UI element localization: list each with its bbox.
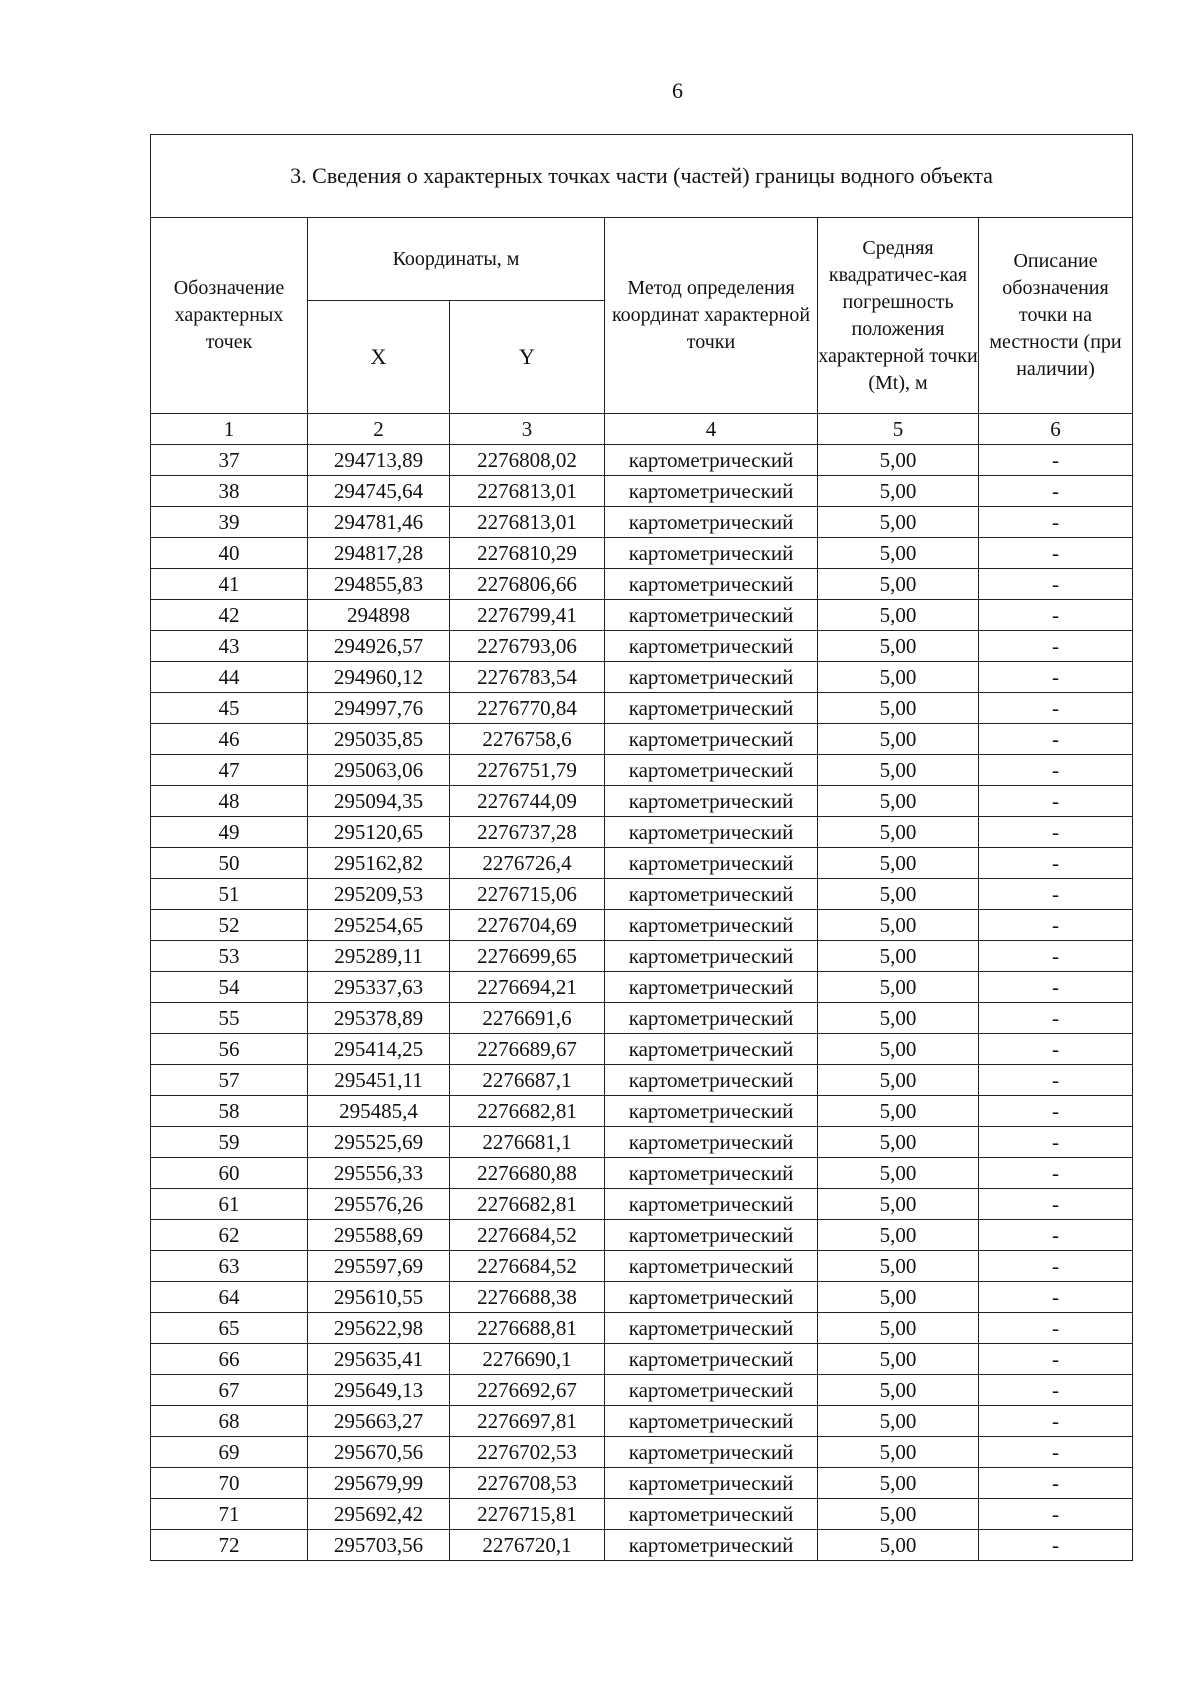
point-cell: 57 xyxy=(151,1065,308,1096)
method-cell: картометрический xyxy=(605,631,818,662)
accuracy-cell: 5,00 xyxy=(818,1499,979,1530)
x-cell: 295663,27 xyxy=(308,1406,450,1437)
x-cell: 294926,57 xyxy=(308,631,450,662)
accuracy-cell: 5,00 xyxy=(818,1220,979,1251)
method-cell: картометрический xyxy=(605,600,818,631)
description-cell: - xyxy=(979,1468,1133,1499)
x-cell: 295378,89 xyxy=(308,1003,450,1034)
x-cell: 295597,69 xyxy=(308,1251,450,1282)
accuracy-cell: 5,00 xyxy=(818,1530,979,1561)
x-cell: 295289,11 xyxy=(308,941,450,972)
y-cell: 2276715,81 xyxy=(450,1499,605,1530)
description-cell: - xyxy=(979,1127,1133,1158)
column-number: 2 xyxy=(308,414,450,445)
description-cell: - xyxy=(979,879,1133,910)
accuracy-cell: 5,00 xyxy=(818,569,979,600)
method-cell: картометрический xyxy=(605,1499,818,1530)
method-cell: картометрический xyxy=(605,662,818,693)
point-cell: 50 xyxy=(151,848,308,879)
point-cell: 64 xyxy=(151,1282,308,1313)
header-description: Описание обозначения точки на местности (при наличии) xyxy=(979,218,1133,414)
accuracy-cell: 5,00 xyxy=(818,1158,979,1189)
y-cell: 2276704,69 xyxy=(450,910,605,941)
y-cell: 2276702,53 xyxy=(450,1437,605,1468)
method-cell: картометрический xyxy=(605,569,818,600)
description-cell: - xyxy=(979,1437,1133,1468)
x-cell: 295094,35 xyxy=(308,786,450,817)
y-cell: 2276726,4 xyxy=(450,848,605,879)
method-cell: картометрический xyxy=(605,1034,818,1065)
table-row xyxy=(151,569,1133,600)
point-cell: 52 xyxy=(151,910,308,941)
table-row xyxy=(151,1313,1133,1344)
x-cell: 295703,56 xyxy=(308,1530,450,1561)
x-cell: 295588,69 xyxy=(308,1220,450,1251)
method-cell: картометрический xyxy=(605,972,818,1003)
point-cell: 39 xyxy=(151,507,308,538)
y-cell: 2276793,06 xyxy=(450,631,605,662)
description-cell: - xyxy=(979,662,1133,693)
header-accuracy: Средняя квадратичес-кая погрешность положения характерной точки (Mt), м xyxy=(818,218,979,414)
method-cell: картометрический xyxy=(605,1282,818,1313)
accuracy-cell: 5,00 xyxy=(818,693,979,724)
x-cell: 295679,99 xyxy=(308,1468,450,1499)
table-row xyxy=(151,476,1133,507)
point-cell: 71 xyxy=(151,1499,308,1530)
x-cell: 295576,26 xyxy=(308,1189,450,1220)
accuracy-cell: 5,00 xyxy=(818,1065,979,1096)
accuracy-cell: 5,00 xyxy=(818,848,979,879)
method-cell: картометрический xyxy=(605,1375,818,1406)
point-cell: 43 xyxy=(151,631,308,662)
point-cell: 69 xyxy=(151,1437,308,1468)
table-row xyxy=(151,693,1133,724)
x-cell: 294960,12 xyxy=(308,662,450,693)
accuracy-cell: 5,00 xyxy=(818,972,979,1003)
accuracy-cell: 5,00 xyxy=(818,1468,979,1499)
description-cell: - xyxy=(979,910,1133,941)
x-cell: 294745,64 xyxy=(308,476,450,507)
point-cell: 61 xyxy=(151,1189,308,1220)
table-row xyxy=(151,631,1133,662)
x-cell: 295670,56 xyxy=(308,1437,450,1468)
y-cell: 2276813,01 xyxy=(450,476,605,507)
header-x: X xyxy=(308,301,450,414)
accuracy-cell: 5,00 xyxy=(818,1282,979,1313)
method-cell: картометрический xyxy=(605,507,818,538)
method-cell: картометрический xyxy=(605,1313,818,1344)
point-cell: 62 xyxy=(151,1220,308,1251)
accuracy-cell: 5,00 xyxy=(818,631,979,662)
method-cell: картометрический xyxy=(605,1065,818,1096)
point-cell: 66 xyxy=(151,1344,308,1375)
method-cell: картометрический xyxy=(605,786,818,817)
accuracy-cell: 5,00 xyxy=(818,724,979,755)
x-cell: 295120,65 xyxy=(308,817,450,848)
y-cell: 2276697,81 xyxy=(450,1406,605,1437)
accuracy-cell: 5,00 xyxy=(818,1003,979,1034)
point-cell: 44 xyxy=(151,662,308,693)
table-row xyxy=(151,941,1133,972)
method-cell: картометрический xyxy=(605,1437,818,1468)
point-cell: 59 xyxy=(151,1127,308,1158)
point-cell: 47 xyxy=(151,755,308,786)
description-cell: - xyxy=(979,1096,1133,1127)
table-row xyxy=(151,538,1133,569)
x-cell: 295692,42 xyxy=(308,1499,450,1530)
description-cell: - xyxy=(979,786,1133,817)
x-cell: 294855,83 xyxy=(308,569,450,600)
y-cell: 2276806,66 xyxy=(450,569,605,600)
y-cell: 2276687,1 xyxy=(450,1065,605,1096)
table-row xyxy=(151,1468,1133,1499)
table-row xyxy=(151,445,1133,476)
method-cell: картометрический xyxy=(605,724,818,755)
point-cell: 58 xyxy=(151,1096,308,1127)
y-cell: 2276692,67 xyxy=(450,1375,605,1406)
column-number: 3 xyxy=(450,414,605,445)
x-cell: 295525,69 xyxy=(308,1127,450,1158)
accuracy-cell: 5,00 xyxy=(818,1406,979,1437)
point-cell: 54 xyxy=(151,972,308,1003)
accuracy-cell: 5,00 xyxy=(818,1034,979,1065)
point-cell: 63 xyxy=(151,1251,308,1282)
description-cell: - xyxy=(979,445,1133,476)
y-cell: 2276681,1 xyxy=(450,1127,605,1158)
accuracy-cell: 5,00 xyxy=(818,600,979,631)
header-y: Y xyxy=(450,301,605,414)
column-number: 4 xyxy=(605,414,818,445)
point-cell: 41 xyxy=(151,569,308,600)
accuracy-cell: 5,00 xyxy=(818,662,979,693)
point-cell: 72 xyxy=(151,1530,308,1561)
accuracy-cell: 5,00 xyxy=(818,1344,979,1375)
x-cell: 295451,11 xyxy=(308,1065,450,1096)
table-row xyxy=(151,817,1133,848)
column-number: 5 xyxy=(818,414,979,445)
description-cell: - xyxy=(979,1065,1133,1096)
table-row xyxy=(151,1158,1133,1189)
accuracy-cell: 5,00 xyxy=(818,538,979,569)
y-cell: 2276694,21 xyxy=(450,972,605,1003)
y-cell: 2276680,88 xyxy=(450,1158,605,1189)
y-cell: 2276799,41 xyxy=(450,600,605,631)
description-cell: - xyxy=(979,1189,1133,1220)
table-row xyxy=(151,507,1133,538)
column-numbers-row xyxy=(151,414,1133,445)
method-cell: картометрический xyxy=(605,1189,818,1220)
description-cell: - xyxy=(979,1158,1133,1189)
x-cell: 294713,89 xyxy=(308,445,450,476)
header-method: Метод определения координат характерной точки xyxy=(605,218,818,414)
x-cell: 294817,28 xyxy=(308,538,450,569)
description-cell: - xyxy=(979,1003,1133,1034)
description-cell: - xyxy=(979,1406,1133,1437)
method-cell: картометрический xyxy=(605,1344,818,1375)
table-row xyxy=(151,1499,1133,1530)
description-cell: - xyxy=(979,1034,1133,1065)
accuracy-cell: 5,00 xyxy=(818,1096,979,1127)
x-cell: 295063,06 xyxy=(308,755,450,786)
accuracy-cell: 5,00 xyxy=(818,755,979,786)
description-cell: - xyxy=(979,848,1133,879)
accuracy-cell: 5,00 xyxy=(818,786,979,817)
description-cell: - xyxy=(979,1375,1133,1406)
table-row xyxy=(151,1406,1133,1437)
header-designation: Обозначение характерных точек xyxy=(151,218,308,414)
point-cell: 42 xyxy=(151,600,308,631)
method-cell: картометрический xyxy=(605,1530,818,1561)
x-cell: 295622,98 xyxy=(308,1313,450,1344)
description-cell: - xyxy=(979,693,1133,724)
column-number: 1 xyxy=(151,414,308,445)
description-cell: - xyxy=(979,538,1133,569)
point-cell: 55 xyxy=(151,1003,308,1034)
method-cell: картометрический xyxy=(605,445,818,476)
y-cell: 2276682,81 xyxy=(450,1189,605,1220)
y-cell: 2276744,09 xyxy=(450,786,605,817)
accuracy-cell: 5,00 xyxy=(818,1375,979,1406)
accuracy-cell: 5,00 xyxy=(818,507,979,538)
method-cell: картометрический xyxy=(605,1251,818,1282)
point-cell: 46 xyxy=(151,724,308,755)
accuracy-cell: 5,00 xyxy=(818,1127,979,1158)
point-cell: 49 xyxy=(151,817,308,848)
x-cell: 295035,85 xyxy=(308,724,450,755)
point-cell: 38 xyxy=(151,476,308,507)
accuracy-cell: 5,00 xyxy=(818,1313,979,1344)
accuracy-cell: 5,00 xyxy=(818,1437,979,1468)
accuracy-cell: 5,00 xyxy=(818,817,979,848)
table-row xyxy=(151,972,1133,1003)
method-cell: картометрический xyxy=(605,1406,818,1437)
y-cell: 2276720,1 xyxy=(450,1530,605,1561)
column-number: 6 xyxy=(979,414,1133,445)
method-cell: картометрический xyxy=(605,1096,818,1127)
description-cell: - xyxy=(979,1220,1133,1251)
x-cell: 295337,63 xyxy=(308,972,450,1003)
page-number: 6 xyxy=(672,78,683,103)
description-cell: - xyxy=(979,972,1133,1003)
y-cell: 2276699,65 xyxy=(450,941,605,972)
method-cell: картометрический xyxy=(605,755,818,786)
x-cell: 295414,25 xyxy=(308,1034,450,1065)
method-cell: картометрический xyxy=(605,817,818,848)
description-cell: - xyxy=(979,476,1133,507)
table-row xyxy=(151,879,1133,910)
table-row xyxy=(151,1034,1133,1065)
section-title: 3. Сведения о характерных точках части (частей) границы водного объекта xyxy=(151,135,1133,218)
boundary-points-table xyxy=(150,134,1133,1561)
header-coordinates: Координаты, м xyxy=(308,218,605,301)
accuracy-cell: 5,00 xyxy=(818,1189,979,1220)
table-row xyxy=(151,786,1133,817)
description-cell: - xyxy=(979,1282,1133,1313)
table-row xyxy=(151,1437,1133,1468)
table-row xyxy=(151,1127,1133,1158)
table-body xyxy=(151,414,1133,1561)
table-row xyxy=(151,600,1133,631)
point-cell: 40 xyxy=(151,538,308,569)
point-cell: 68 xyxy=(151,1406,308,1437)
method-cell: картометрический xyxy=(605,941,818,972)
y-cell: 2276758,6 xyxy=(450,724,605,755)
table-row xyxy=(151,1065,1133,1096)
y-cell: 2276783,54 xyxy=(450,662,605,693)
y-cell: 2276715,06 xyxy=(450,879,605,910)
method-cell: картометрический xyxy=(605,476,818,507)
method-cell: картометрический xyxy=(605,1127,818,1158)
x-cell: 295254,65 xyxy=(308,910,450,941)
point-cell: 45 xyxy=(151,693,308,724)
method-cell: картометрический xyxy=(605,1220,818,1251)
y-cell: 2276708,53 xyxy=(450,1468,605,1499)
y-cell: 2276808,02 xyxy=(450,445,605,476)
table-row xyxy=(151,755,1133,786)
y-cell: 2276689,67 xyxy=(450,1034,605,1065)
description-cell: - xyxy=(979,941,1133,972)
table-row xyxy=(151,1003,1133,1034)
point-cell: 70 xyxy=(151,1468,308,1499)
table-row xyxy=(151,1530,1133,1561)
table-row xyxy=(151,1096,1133,1127)
accuracy-cell: 5,00 xyxy=(818,910,979,941)
method-cell: картометрический xyxy=(605,1468,818,1499)
y-cell: 2276737,28 xyxy=(450,817,605,848)
method-cell: картометрический xyxy=(605,910,818,941)
table-row xyxy=(151,1375,1133,1406)
table-row xyxy=(151,1282,1133,1313)
accuracy-cell: 5,00 xyxy=(818,1251,979,1282)
table-row xyxy=(151,1344,1133,1375)
x-cell: 294781,46 xyxy=(308,507,450,538)
y-cell: 2276682,81 xyxy=(450,1096,605,1127)
y-cell: 2276810,29 xyxy=(450,538,605,569)
method-cell: картометрический xyxy=(605,879,818,910)
description-cell: - xyxy=(979,1499,1133,1530)
x-cell: 294898 xyxy=(308,600,450,631)
x-cell: 295635,41 xyxy=(308,1344,450,1375)
method-cell: картометрический xyxy=(605,693,818,724)
x-cell: 295649,13 xyxy=(308,1375,450,1406)
x-cell: 295209,53 xyxy=(308,879,450,910)
x-cell: 294997,76 xyxy=(308,693,450,724)
table-row xyxy=(151,724,1133,755)
point-cell: 56 xyxy=(151,1034,308,1065)
point-cell: 37 xyxy=(151,445,308,476)
method-cell: картометрический xyxy=(605,1158,818,1189)
y-cell: 2276690,1 xyxy=(450,1344,605,1375)
table-row xyxy=(151,662,1133,693)
accuracy-cell: 5,00 xyxy=(818,879,979,910)
point-cell: 51 xyxy=(151,879,308,910)
description-cell: - xyxy=(979,507,1133,538)
table-row xyxy=(151,848,1133,879)
description-cell: - xyxy=(979,1313,1133,1344)
method-cell: картометрический xyxy=(605,848,818,879)
table-row xyxy=(151,1189,1133,1220)
description-cell: - xyxy=(979,817,1133,848)
description-cell: - xyxy=(979,1530,1133,1561)
description-cell: - xyxy=(979,755,1133,786)
description-cell: - xyxy=(979,1344,1133,1375)
method-cell: картометрический xyxy=(605,538,818,569)
y-cell: 2276691,6 xyxy=(450,1003,605,1034)
y-cell: 2276813,01 xyxy=(450,507,605,538)
point-cell: 65 xyxy=(151,1313,308,1344)
table-row xyxy=(151,1220,1133,1251)
y-cell: 2276684,52 xyxy=(450,1220,605,1251)
y-cell: 2276770,84 xyxy=(450,693,605,724)
description-cell: - xyxy=(979,1251,1133,1282)
y-cell: 2276751,79 xyxy=(450,755,605,786)
method-cell: картометрический xyxy=(605,1003,818,1034)
description-cell: - xyxy=(979,569,1133,600)
table-row xyxy=(151,1251,1133,1282)
y-cell: 2276684,52 xyxy=(450,1251,605,1282)
x-cell: 295162,82 xyxy=(308,848,450,879)
description-cell: - xyxy=(979,724,1133,755)
accuracy-cell: 5,00 xyxy=(818,941,979,972)
point-cell: 53 xyxy=(151,941,308,972)
point-cell: 48 xyxy=(151,786,308,817)
y-cell: 2276688,38 xyxy=(450,1282,605,1313)
x-cell: 295610,55 xyxy=(308,1282,450,1313)
table-row xyxy=(151,910,1133,941)
point-cell: 67 xyxy=(151,1375,308,1406)
accuracy-cell: 5,00 xyxy=(818,445,979,476)
description-cell: - xyxy=(979,631,1133,662)
y-cell: 2276688,81 xyxy=(450,1313,605,1344)
description-cell: - xyxy=(979,600,1133,631)
x-cell: 295556,33 xyxy=(308,1158,450,1189)
x-cell: 295485,4 xyxy=(308,1096,450,1127)
point-cell: 60 xyxy=(151,1158,308,1189)
accuracy-cell: 5,00 xyxy=(818,476,979,507)
